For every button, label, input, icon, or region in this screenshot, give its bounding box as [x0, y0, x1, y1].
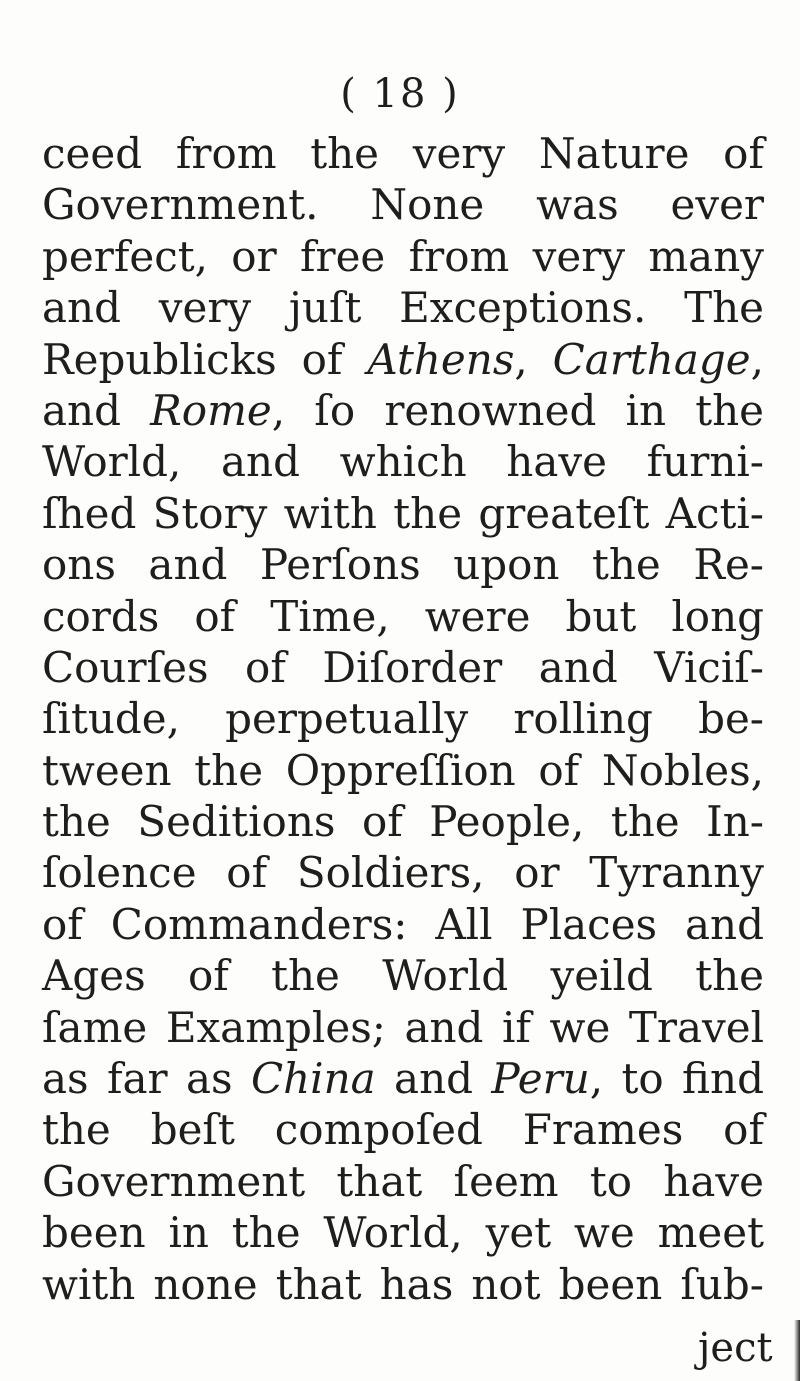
- text-line: ceed from the very Nature of: [42, 129, 764, 178]
- catchword: ject: [698, 1325, 773, 1371]
- italic-word: Carthage: [552, 334, 751, 384]
- text-line: the Seditions of People, the In-: [42, 797, 764, 847]
- text-line: ſitude, perpetually rolling be-: [42, 694, 764, 744]
- text-line: with none that has not been ſub-: [42, 1259, 764, 1309]
- italic-word: China: [250, 1054, 376, 1104]
- body-text: [42, 128, 764, 1310]
- italic-word: Athens: [367, 334, 515, 384]
- text-line: been in the World, yet we meet: [42, 1208, 764, 1258]
- text-line: cords of Time, were but long: [42, 591, 764, 641]
- page-edge-shadow: [794, 1320, 800, 1381]
- text-line: Republicks of Athens, Carthage,: [42, 334, 764, 384]
- text-line: ons and Perſons upon the Re-: [42, 540, 764, 590]
- text-line: Ages of the World yeild the: [42, 951, 764, 1001]
- text-line: of Commanders: All Places and: [42, 899, 764, 949]
- text-line: Government that ſeem to have: [42, 1156, 764, 1206]
- text-line: and very juſt Exceptions. The: [42, 283, 764, 333]
- text-line: tween the Oppreſſion of Nobles,: [42, 745, 764, 795]
- page-number: ( 18 ): [340, 71, 460, 117]
- text-line: Courſes of Diſorder and Viciſ-: [42, 642, 764, 692]
- italic-word: Peru: [491, 1054, 590, 1104]
- text-line: as far as China and Peru, to find: [42, 1054, 764, 1104]
- text-line: perfect, or free from very many: [42, 231, 764, 281]
- text-line: World, and which have furni-: [42, 437, 764, 487]
- text-line: ſolence of Soldiers, or Tyranny: [42, 848, 764, 898]
- text-line: the beſt compoſed Frames of: [42, 1105, 764, 1155]
- text-line: ſame Examples; and if we Travel: [42, 1002, 764, 1052]
- text-line: ſhed Story with the greateſt Acti-: [42, 488, 764, 538]
- text-line: and Rome, ſo renowned in the: [42, 385, 764, 435]
- italic-word: Rome: [150, 385, 272, 435]
- text-line: Government. None was ever: [42, 180, 764, 230]
